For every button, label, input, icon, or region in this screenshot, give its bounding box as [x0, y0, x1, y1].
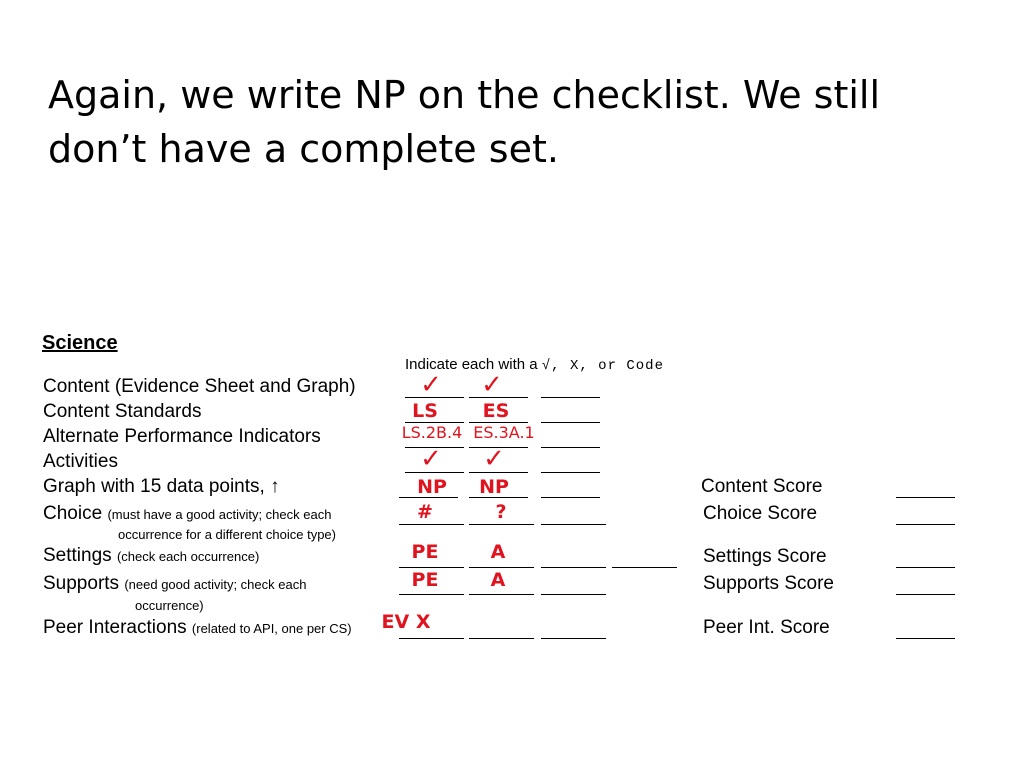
blank-line [469, 594, 534, 595]
settings-score-label: Settings Score [703, 546, 827, 567]
row-activities-label: Activities [43, 451, 118, 472]
row-settings-note: (check each occurrence) [116, 549, 260, 564]
row-choice-note-2: occurrence for a different choice type) [118, 527, 336, 542]
blank-line [541, 567, 606, 568]
annotation-api-2: ES.3A.1 [473, 423, 535, 442]
row-graph-label [43, 476, 280, 498]
annotation-standards-1: LS [412, 400, 438, 422]
row-api-label: Alternate Performance Indicators [43, 426, 321, 447]
annotation-graph-1: NP [417, 476, 447, 498]
row-peer-note: (related to API, one per CS) [191, 621, 352, 636]
row-graph-text: Graph with 15 data points, [43, 476, 265, 497]
up-arrow-icon: ↑ [270, 476, 280, 497]
row-standards-label: Content Standards [43, 401, 202, 422]
annotation-choice-2: ? [495, 501, 507, 523]
check-mark-icon: ✓ [483, 444, 505, 474]
blank-line [469, 638, 534, 639]
blank-line [399, 638, 464, 639]
blank-line [541, 638, 606, 639]
blank-line [469, 567, 534, 568]
annotation-standards-2: ES [482, 400, 510, 422]
annotation-graph-2: NP [479, 476, 509, 498]
annotation-peer-1: EV X [381, 611, 431, 633]
blank-line [541, 447, 600, 448]
blank-line [896, 497, 955, 498]
blank-line [896, 638, 955, 639]
row-peer-label [43, 617, 352, 639]
check-mark-icon: ✓ [420, 444, 442, 474]
slide-title [48, 68, 948, 176]
row-choice-label [43, 503, 331, 525]
indicate-prefix: Indicate each with a [405, 356, 538, 373]
row-content-label: Content (Evidence Sheet and Graph) [43, 376, 356, 397]
annotation-supports-2: A [490, 569, 506, 591]
blank-line [399, 594, 464, 595]
blank-line [399, 524, 464, 525]
row-peer-text: Peer Interactions [43, 617, 187, 638]
content-score-label: Content Score [701, 476, 823, 497]
check-mark-icon: ✓ [420, 370, 442, 400]
indicate-codes: √, X, or Code [541, 358, 664, 374]
row-settings-text: Settings [43, 545, 112, 566]
row-supports-note: (need good activity; check each [124, 577, 307, 592]
blank-line [612, 567, 677, 568]
annotation-supports-1: PE [411, 569, 439, 591]
blank-line [541, 397, 600, 398]
blank-line [896, 567, 955, 568]
blank-line [541, 524, 606, 525]
annotation-choice-1: # [417, 501, 433, 523]
blank-line [541, 472, 600, 473]
annotation-settings-1: PE [411, 541, 439, 563]
blank-line [541, 594, 606, 595]
title-line-1: Again, we write NP on the checklist. We still [48, 73, 881, 117]
peer-score-label: Peer Int. Score [703, 617, 830, 638]
annotation-api-1: LS.2B.4 [401, 423, 463, 442]
row-supports-text: Supports [43, 573, 120, 594]
checklist-heading: Science [42, 332, 118, 354]
choice-score-label: Choice Score [703, 503, 818, 524]
row-supports-note-2: occurrence) [135, 598, 204, 613]
row-choice-note: (must have a good activity; check each [107, 507, 332, 522]
supports-score-label: Supports Score [703, 573, 834, 594]
blank-line [541, 422, 600, 423]
title-line-2: don’t have a complete set. [48, 127, 559, 171]
check-mark-icon: ✓ [481, 370, 503, 400]
blank-line [399, 567, 464, 568]
row-settings-label [43, 545, 259, 567]
blank-line [541, 497, 600, 498]
row-choice-text: Choice [43, 503, 103, 524]
blank-line [469, 524, 534, 525]
row-supports-label [43, 573, 306, 595]
blank-line [896, 524, 955, 525]
annotation-settings-2: A [490, 541, 506, 563]
blank-line [896, 594, 955, 595]
